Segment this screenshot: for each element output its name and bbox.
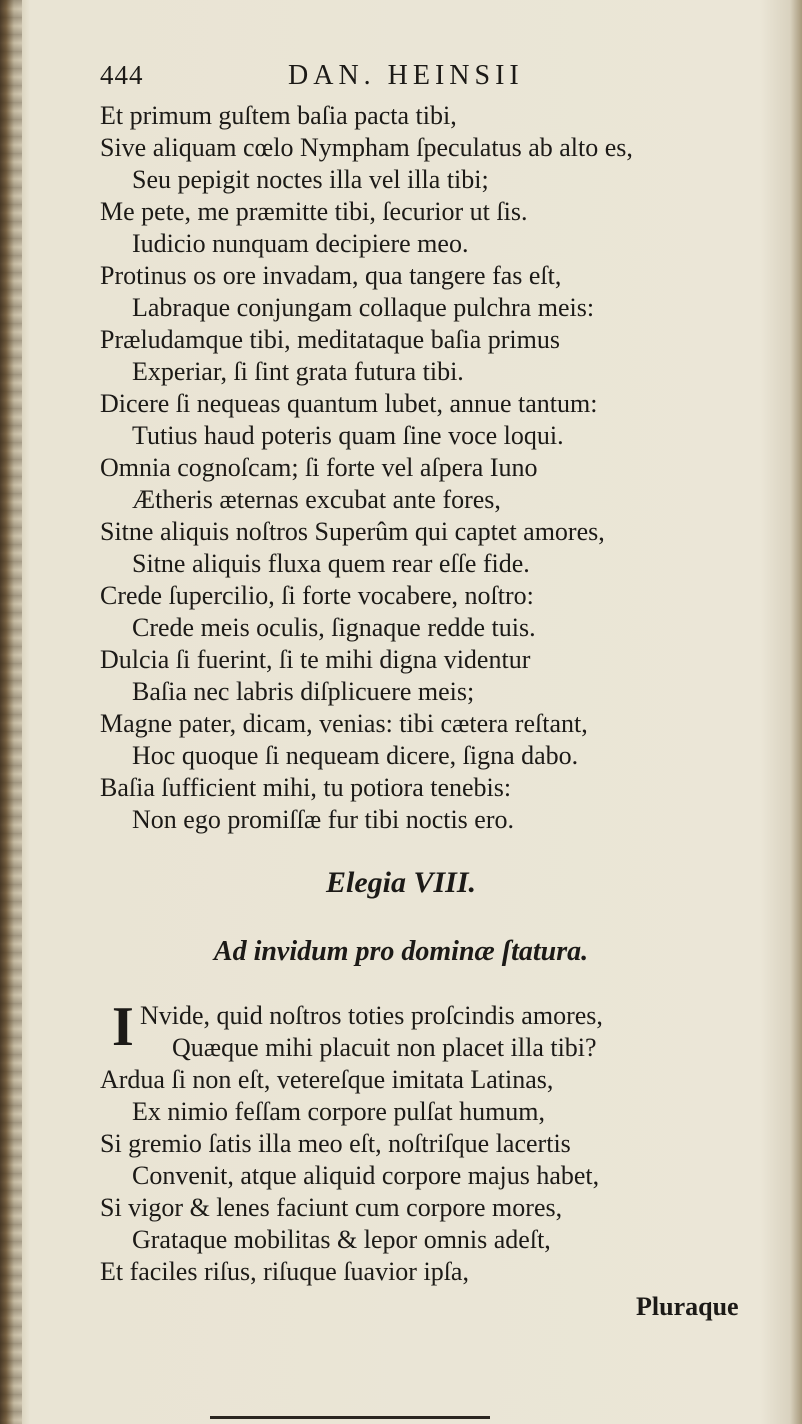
page-number: 444 — [100, 60, 144, 90]
verse-line: Sitne aliquis noſtros Superûm qui captet amores, — [100, 517, 605, 546]
elegy-title: Ad invidum pro dominæ ſtatura. — [213, 936, 589, 967]
verse-line: Crede ſupercilio, ſi forte vocabere, noſtro: — [100, 581, 534, 610]
verse-line: Ætheris æternas excubat ante fores, — [132, 485, 501, 514]
verse-line: Iudicio nunquam decipiere meo. — [132, 229, 469, 258]
verse-line: Convenit, atque aliquid corpore majus habet, — [132, 1161, 600, 1190]
verse-line: Baſia ſufficient mihi, tu potiora tenebis: — [100, 773, 512, 802]
verse-line: Præludamque tibi, meditataque baſia primus — [100, 325, 560, 354]
binding-gutter — [0, 0, 22, 1424]
verse-line: Quæque mihi placuit non placet illa tibi? — [172, 1033, 597, 1062]
verse-line: Si gremio ſatis illa meo eſt, noſtriſque lacertis — [100, 1129, 571, 1158]
verse-line: Magne pater, dicam, venias: tibi cætera reſtant, — [100, 709, 588, 738]
verse-line: Et primum guſtem baſia pacta tibi, — [100, 101, 457, 130]
verse-line: Sitne aliquis fluxa quem rear eſſe fide. — [132, 549, 530, 578]
verse-line: Sive aliquam cœlo Nympham ſpeculatus ab alto es, — [100, 133, 633, 162]
verse-line: Tutius haud poteris quam ſine voce loqui. — [132, 421, 564, 450]
verse-line: Et faciles riſus, riſuque ſuavior ipſa, — [100, 1257, 469, 1286]
verse-line: Me pete, me præmitte tibi, ſecurior ut ſis. — [100, 197, 528, 226]
verse-line: Nvide, quid noſtros toties proſcindis amores, — [140, 1001, 603, 1030]
elegy-heading: Elegia VIII. — [325, 866, 477, 899]
verse-line: Ardua ſi non eſt, vetereſque imitata Latinas, — [100, 1065, 554, 1094]
verse-line: Baſia nec labris diſplicuere meis; — [132, 677, 475, 706]
verse-line: Ex nimio feſſam corpore pulſat humum, — [132, 1097, 546, 1126]
page-header — [100, 60, 720, 96]
verse-line: Experiar, ſi ſint grata futura tibi. — [132, 357, 464, 386]
bottom-rule — [210, 1416, 490, 1419]
running-head: DAN. HEINSII — [288, 60, 524, 91]
verse-line: Grataque mobilitas & lepor omnis adeſt, — [132, 1225, 551, 1254]
verse-line: Dicere ſi nequeas quantum lubet, annue tantum: — [100, 389, 598, 418]
verse-line: Non ego promiſſæ fur tibi noctis ero. — [132, 805, 515, 834]
drop-capital: I — [112, 996, 134, 1058]
verse-line: Labraque conjungam collaque pulchra meis: — [132, 293, 595, 322]
catchword: Pluraque — [636, 1292, 739, 1321]
verse-line: Hoc quoque ſi nequeam dicere, ſigna dabo. — [132, 741, 579, 770]
verse-line: Seu pepigit noctes illa vel illa tibi; — [132, 165, 489, 194]
verse-line: Omnia cognoſcam; ſi forte vel aſpera Iuno — [100, 453, 538, 482]
verse-line: Protinus os ore invadam, qua tangere fas eſt, — [100, 261, 562, 290]
verse-line: Crede meis oculis, ſignaque redde tuis. — [132, 613, 536, 642]
verse-line: Dulcia ſi fuerint, ſi te mihi digna videntur — [100, 645, 531, 674]
verse-line: Si vigor & lenes faciunt cum corpore mores, — [100, 1193, 563, 1222]
